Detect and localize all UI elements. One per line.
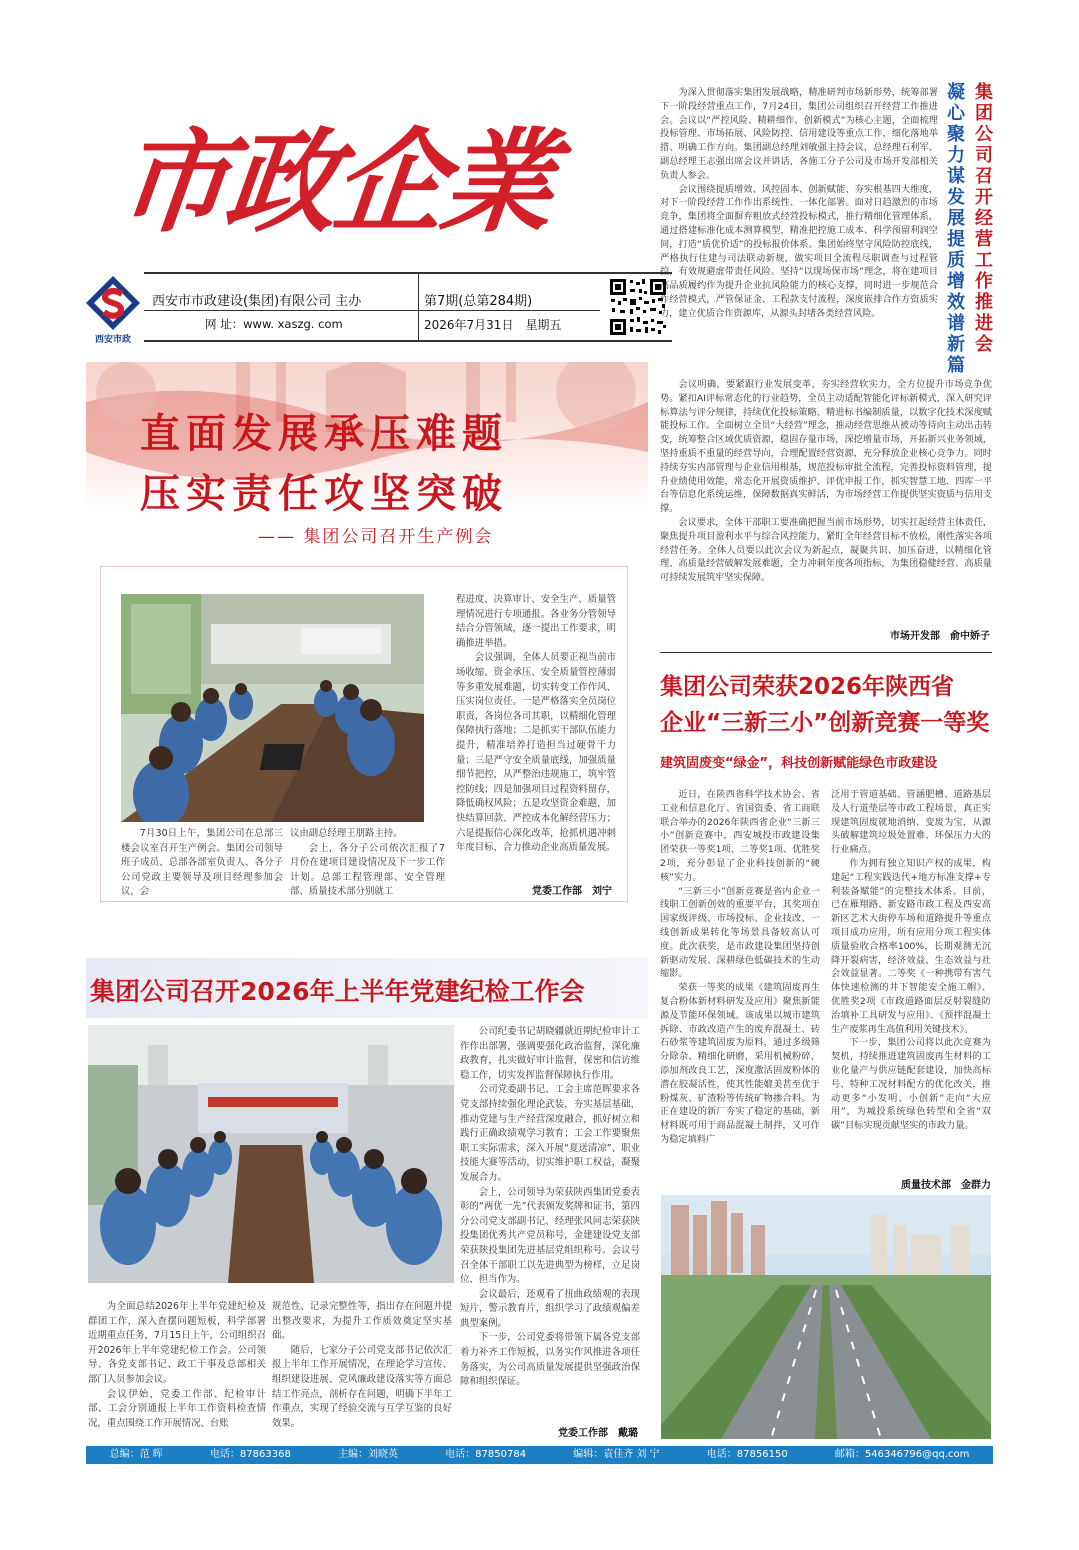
headline-char: 效	[947, 292, 965, 313]
article-3-headline-1	[945, 82, 967, 376]
article-2-title: 集团公司召开2026年上半年党建纪检工作会	[90, 977, 585, 1006]
article-2-col-3	[460, 1025, 640, 1390]
article-1-col3-para: 会议强调，全体人员要正视当前市场收缩、资金承压、安全质量管控薄弱等多重发展难题，切实转变工作作风、压实岗位责任。一是严格落实全员岗位职责，各岗位各司其职，以精细化管理保障执行落地；二是抓实干部队伍能力提升，精准培养打造担当过硬骨干力量；三是严守安全质量底线，加强质量细节把控，从严整治违规施工，筑牢管控防线；四是加强项目过程资料留存，降低确权风险；五是攻坚资金难题，加快结算回款、严控成本化解经营压力；六是提振信心深化改革，抢抓机遇冲刺年度目标，合力推动企业高质量发展。	[456, 652, 616, 854]
headline-char: 增	[947, 271, 965, 292]
article-4-signature: 质量技术部 金群力	[901, 1180, 991, 1191]
headline-char: 作	[975, 271, 993, 292]
article-3-para: 会议明确，要紧跟行业发展变革，夯实经营软实力，全方位提升市场竞争优势。紧扣AI评标常态化的行业趋势，全员主动适配智能化评标新模式，深入研究评标算法与评分规律，持续优化投标策略、精进标书编制质量，以数字化技术深度赋能投标工作。全面树立全员“大经营”理念，推动经营思维从被动等待向主动出击转变，统筹整合区域优质资源，稳固存量市场，深挖增量市场，开拓新兴业务领域，坚持重质不重量的经营导向，合理配置经营资源，充分释放企业核心竞争力。同时持续夯实内部管理与企业信用根基，规范投标审批全流程，完善投标资料管理，提升业绩使用效能，常态化开展资质维护、评优申报工作，抓实智慧工地、四库一平台等信息化系统运维，保障数据真实鲜活，为市场经营工作提供坚实资质与信用支撑。	[660, 379, 992, 515]
article-4-col-1	[660, 788, 820, 1147]
article-4-col2-para: 泛用于管道基础、管涵肥槽、道路基层及人行道垫层等市政工程场景，真正实现建筑固废就地消纳、变废为宝，从源头破解建筑垃圾处置难、环保压力大的行业痛点。	[831, 789, 991, 856]
article-4-col1-para: “三新三小”创新竞赛是省内企业一线职工创新创效的重要平台，其奖项在国家级评级、市场投标、企业技改、一线创新成果转化等场景具备较高认可度。此次获奖，是市政建设集团坚持创新驱动发展、深耕绿色低碳技术的生动缩影。	[660, 885, 820, 980]
footer-chief-editor: 主编：刘晓英	[338, 1449, 399, 1460]
headline-char: 新	[947, 334, 965, 355]
headline-char: 篇	[947, 355, 965, 376]
article-1-col2-para: 议由副总经理王朋路主持。	[290, 828, 403, 839]
article-2-col-1	[88, 1300, 266, 1431]
article-4-col2-para: 作为拥有独立知识产权的成果，构建起“工程实践迭代+地方标准支撑+专利装备赋能”的完整技术体系。目前，已在雁翔路、新安路市政工程及西安高新区艺术大街停车场和道路提升等重点项目成功应用，所有应用分项工程实体质量验收合格率100%，长期观测无沉降开裂病害，经济效益、生态效益与社会效益显著。二等奖《一种携带有害气体快速检测的井下智能安全施工帽》、优胜奖2项《市政道路面层反射裂缝防治填补工具研发与应用》、《预拌混凝土生产废浆再生高值利用关键技术》。	[831, 857, 991, 1035]
headline-char: 谋	[947, 166, 965, 187]
article-4-col1-para: 荣获一等奖的成果《建筑固废再生复合粉体新材料研发及应用》聚焦新能源及节能环保领域。该成果以城市建筑拆除、市政改造产生的废弃混凝土、砖石砂浆等建筑固废为原料，通过多级筛分除杂、精细化研磨，采用机械粉碎，添加剂改良工艺，深度激活固废粉体的潜在胶凝活性，使其性能媲美甚至优于粉煤灰、矿渣粉等传统矿物掺合料。为正在建设的新厂夯实了稳定的基础，新材料既可用于商品混凝土制拌，又可作为稳定填料广	[660, 982, 820, 1145]
article-1-signature: 党委工作部 刘宁	[532, 886, 612, 897]
masthead-rule-top	[144, 272, 672, 274]
article-3-body-wide	[660, 378, 992, 585]
banner-headline-1: 直面发展承压难题	[140, 411, 508, 457]
headline-char: 开	[975, 187, 993, 208]
headline-char: 营	[975, 229, 993, 250]
headline-char: 心	[947, 103, 965, 124]
article-2-col2-para: 随后，七家分子公司党支部书记依次汇报上半年工作开展情况，在理论学习宣传、组织建设进展、党风廉政建设落实等方面总结工作亮点，剖析存在问题，明确下半年工作重点，实现了经验交流与互学互鉴的良好效果。	[272, 1344, 452, 1429]
article-3-vertical-headline	[945, 82, 999, 442]
headline-char: 谱	[947, 313, 965, 334]
headline-char: 公	[975, 124, 993, 145]
article-4-col-2	[831, 788, 991, 1133]
publisher: 西安市市政建设(集团)有限公司 主办	[152, 294, 362, 309]
headline-char: 进	[975, 313, 993, 334]
article-4-subtitle: 建筑固废变“绿金”，科技创新赋能绿色市政建设	[660, 756, 938, 771]
headline-char: 凝	[947, 82, 965, 103]
article-3-body	[660, 86, 938, 321]
headline-char: 工	[975, 250, 993, 271]
article-2-col-2	[272, 1300, 452, 1431]
article-4-top-rule	[660, 652, 992, 653]
headline-char: 展	[947, 208, 965, 229]
footer-phone-1: 电话：87863368	[209, 1449, 291, 1460]
headline-char: 司	[975, 145, 993, 166]
headline-1-text	[945, 82, 967, 376]
article-1-col-2	[290, 827, 445, 900]
article-2-col2-para: 规范性、记录完整性等，指出存在问题并提出整改要求，为提升工作质效奠定坚实基础。	[272, 1301, 452, 1342]
article-2-col3-para: 公司纪委书记胡晓疆就近期纪检审计工作作出部署，强调要强化政治监督，深化廉政教育，扎实做好审计监督，保密和信访维稳工作，切实发挥监督保障执行作用。	[460, 1026, 640, 1081]
article-3-para: 会议要求，全体干部职工要准确把握当前市场形势，切实扛起经营主体责任，聚焦提升项目盈利水平与综合风控能力，紧盯全年经营目标不放松，刚性落实各项经营任务。全体人员要以此次会议为新起点，凝聚共识、加压奋进，以精细化管理、高质量经营破解发展难题，全力冲刺年度各项指标，为集团稳健经营、高质量可持续发展筑牢坚实保障。	[660, 516, 992, 584]
footer-bar	[86, 1446, 993, 1464]
footer-phone-3: 电话：87856150	[706, 1449, 788, 1460]
article-2-col3-para: 下一步，公司党委将带领下属各党支部着力补齐工作短板，以务实作风推进各项任务落实，为公司高质量发展提供坚强政治保障和组织保证。	[460, 1332, 640, 1388]
headline-char: 集	[975, 82, 993, 103]
meeting-photo-1	[121, 594, 424, 822]
article-4-col1-para: 近日，在陕西省科学技术协会、省工业和信息化厅、省国资委、省工商联联合举办的2026年陕西省企业“三新三小”创新竞赛中，西安城投市政建设集团荣获一等奖1项、二等奖1项、优胜奖2项，充分彰显了企业科技创新的“硬核”实力。	[660, 789, 820, 883]
qr-code-icon[interactable]	[608, 277, 668, 337]
headline-2-text	[973, 82, 995, 355]
headline-char: 质	[947, 250, 965, 271]
article-1-col2-para: 会上，各分子公司依次汇报了7月份在建项目建设情况及下一步工作计划。总部工程管理部、安全管理部、质量技术部分别就工	[290, 842, 445, 898]
masthead-rule-mid	[144, 310, 600, 311]
article-2-col3-para: 公司党委副书记、工会主席范晖要求各党支部持续强化理论武装，夯实基层基础，推动党建与生产经营深度融合，抓好树立和践行正确政绩观学习教育；工会工作要聚焦职工实际需求，深入开展“夏送清凉”、职业技能大赛等活动，切实维护职工权益，凝聚发展合力。	[460, 1084, 640, 1183]
article-3-signature: 市场开发部 俞中娇子	[890, 631, 990, 642]
article-3-para: 为深入贯彻落实集团发展战略，精准研判市场新形势，统筹部署下一阶段经营重点工作，7月24日，集团公司组织召开经营工作推进会。会议以“严控风险、精耕细作、创新模式”为核心主题，全面梳理投标管理、市场拓展、风险防控、信用建设等重点工作，细化落地举措、明确工作方向。集团副总经理刘敏强主持会议，总经理石利军、副总经理王志强出席会议并讲话，各施工分子公司及市场开发部相关负责人参会。	[660, 87, 938, 181]
website[interactable]: 网 址：www. xaszg. com	[205, 317, 343, 331]
article-1-col-3	[456, 593, 616, 856]
headline-char: 召	[975, 166, 993, 187]
headline-char: 发	[947, 187, 965, 208]
issue-number: 第7期(总第284期)	[424, 294, 533, 309]
masthead-rule-bottom	[144, 340, 672, 342]
headline-char: 聚	[947, 124, 965, 145]
issue-date: 2026年7月31日 星期五	[424, 318, 562, 332]
article-2-col1-para: 会议伊始，党委工作部、纪检审计部、工会分别通报上半年工作资料检查情况，重点围绕工作开展情况、台账	[88, 1388, 266, 1429]
headline-char: 团	[975, 103, 993, 124]
headline-char: 力	[947, 145, 965, 166]
article-2-col3-para: 会议最后，还观看了扭曲政绩观的表现短片，警示教育片，组织学习了政绩观偏差典型案例。	[460, 1288, 640, 1329]
meeting-photo-2	[88, 1025, 454, 1283]
company-logo-icon	[82, 272, 144, 334]
article-2-col3-para: 会上，公司领导为荣获陕西集团党委表彰的“两优一先”代表颁发奖牌和证书，第四分公司党支部副书记、经理张风同志荣获陕投集团优秀共产党员称号，金建建设党支部荣获陕投集团先进基层党组织称号。会议号召全体干部职工以先进典型为榜样，立足岗位、担当作为。	[460, 1186, 640, 1286]
article-1-col-1	[121, 827, 283, 900]
headline-char: 经	[975, 208, 993, 229]
headline-char: 推	[975, 292, 993, 313]
footer-editor-in-chief: 总编：范 晖	[109, 1449, 163, 1460]
footer-email[interactable]: 邮箱：546346796@qq.com	[834, 1449, 970, 1460]
headline-char: 提	[947, 229, 965, 250]
article-2-signature: 党委工作部 戴璐	[558, 1428, 638, 1439]
article-4-headline-2: 企业“三新三小”创新竞赛一等奖	[660, 710, 990, 736]
banner-headline-2: 压实责任攻坚突破	[140, 471, 508, 517]
masthead-title: 市政企業	[111, 117, 557, 248]
article-3-headline-2	[973, 82, 995, 355]
footer-phone-2: 电话：87850784	[445, 1449, 527, 1460]
headline-char: 会	[975, 334, 993, 355]
article-1-col3-para: 程进度、决算审计、安全生产、质量管理情况进行专项通报。各业务分管领导结合分管领域，逐一提出工作要求，明确推进举措。	[456, 594, 616, 649]
footer-editors: 编辑：袁佳齐 刘 宁	[573, 1449, 660, 1460]
article-1-col1-para: 7月30日上午，集团公司在总部三楼会议室召开生产例会。集团公司领导班子成员、总部各部室负责人、各分子公司党政主要领导及项目经理参加会议，会	[121, 828, 283, 898]
article-4-headline-1: 集团公司荣获2026年陕西省	[660, 674, 955, 700]
article-3-para: 会议围绕提质增效、风控固本、创新赋能、夯实根基四大维度，对下一阶段经营工作作出系统性、一体化部署。面对日趋激烈的市场竞争，集团将全面摒弃粗放式经营投标模式，推行精细化管理体系，通过搭建标准化成本测算模型，精准把控施工成本、科学预留利润空间，打造“质优价适”的投标报价体系。集团始终坚守风险防控底线，严格执行住建与司法联动新规，做实项目全流程尽职调查与过程管控，有效规避虚带责任风险。坚持“以现场保市场”理念，将在建项目高品质履约作为提升企业抗风险能力的核心支撑，同时进一步规范合作经营模式，严管保证金、工程款支付流程，深度嵌排合作方资质实力，建立优质合作资源库，从源头封堵各类经营风险。	[660, 183, 938, 319]
article-4-col2-para: 下一步，集团公司将以此次竞赛为契机，持续推进建筑固废再生材料的工业化量产与供应链配套建设，加快高标号、特种工况材料配方的优化改关，推动更多“小发明、小创新”走向“大应用”，为城投系统绿色转型和全省“双碳”目标实现贡献坚实的市政力量。	[831, 1037, 991, 1132]
road-photo	[661, 1195, 991, 1439]
logo-text: 西安市政	[94, 335, 131, 345]
masthead-divider	[418, 274, 419, 340]
banner-subtitle: —— 集团公司召开生产例会	[258, 527, 494, 547]
article-2-col1-para: 为全面总结2026年上半年党建纪检及群团工作，深入查摆问题短板，科学部署近期重点任务，7月15日上午，公司组织召开2026年上半年党建纪检工作会。公司领导、各党支部书记、政工干事及总部相关部门人员参加会议。	[88, 1301, 266, 1385]
